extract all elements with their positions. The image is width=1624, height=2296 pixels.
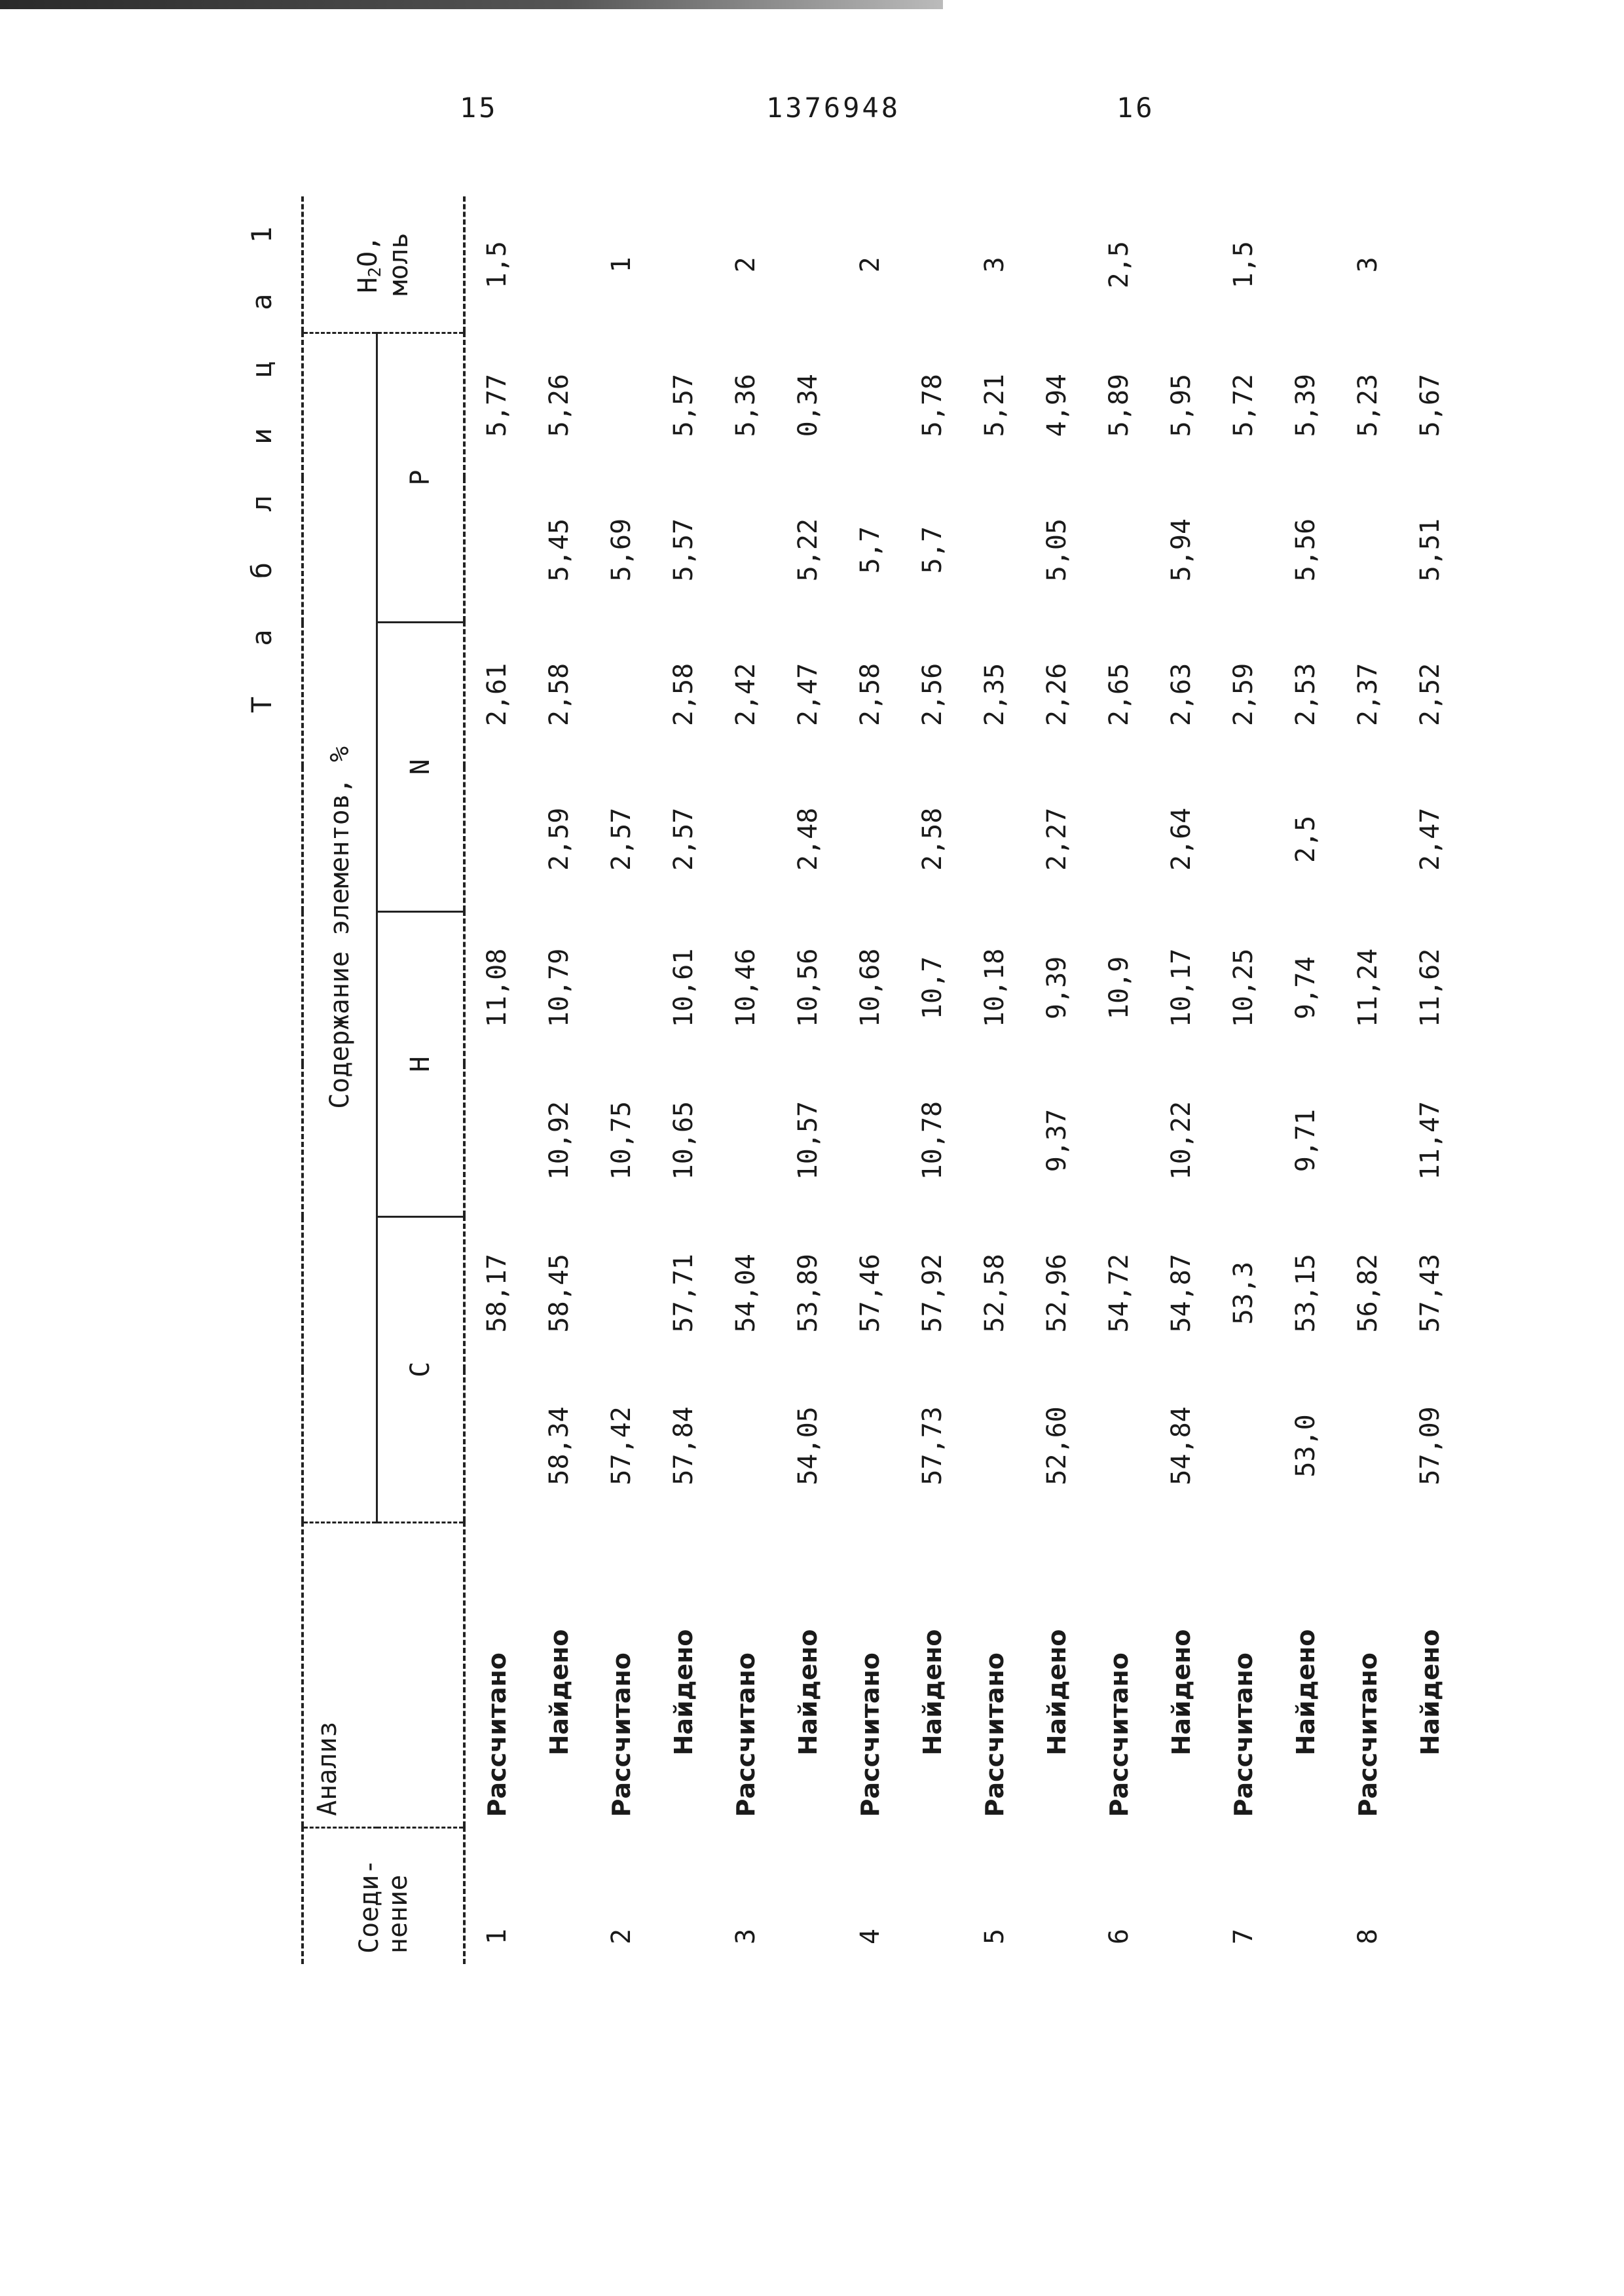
cell-p-a xyxy=(1088,478,1150,623)
cell-n-a xyxy=(1212,767,1274,911)
cell-n-a: 2,27 xyxy=(1041,807,1072,871)
cell-analysis: Рассчитано xyxy=(731,1652,760,1817)
cell-h2o xyxy=(1025,196,1088,333)
cell-n-b: 2,58 xyxy=(544,663,574,727)
cell-c-a: 54,84 xyxy=(1166,1406,1196,1485)
cell-h2o: 3 xyxy=(1352,257,1383,273)
cell-c-a xyxy=(839,1370,901,1522)
cell-c-a xyxy=(464,1370,528,1522)
cell-h-a xyxy=(1212,1065,1274,1217)
cell-n-a: 2,57 xyxy=(668,807,699,871)
col-header-c: C xyxy=(377,1217,465,1522)
table-row xyxy=(464,196,528,1964)
cell-h-a xyxy=(1337,1065,1399,1217)
cell-c-a xyxy=(1088,1370,1150,1522)
cell-c-a: 53,0 xyxy=(1290,1414,1321,1478)
cell-h2o xyxy=(652,196,714,333)
table-row xyxy=(652,196,714,1964)
cell-n-b: 2,35 xyxy=(979,663,1010,727)
cell-h-b: 11,62 xyxy=(1414,948,1445,1028)
cell-p-a: 5,22 xyxy=(792,518,823,582)
cell-n-b: 2,65 xyxy=(1103,663,1134,727)
cell-h2o: 1 xyxy=(606,257,637,273)
cell-h-a xyxy=(464,1065,528,1217)
table-body xyxy=(464,196,1461,1964)
cell-p-a xyxy=(464,478,528,623)
cell-analysis: Найдено xyxy=(917,1629,947,1756)
cell-h-b: 11,08 xyxy=(464,911,528,1064)
cell-analysis: Рассчитано xyxy=(1228,1652,1258,1817)
cell-n-a: 2,57 xyxy=(606,807,637,871)
cell-n-b: 2,58 xyxy=(855,663,885,727)
col-header-content-group: Содержание элементов, % xyxy=(303,333,377,1522)
cell-p-b xyxy=(839,333,901,478)
patent-number: 1376948 xyxy=(766,92,901,124)
cell-analysis: Рассчитано xyxy=(1353,1652,1382,1817)
cell-h-b: 10,46 xyxy=(730,948,761,1028)
cell-c-a: 57,09 xyxy=(1414,1406,1445,1485)
col-header-n: N xyxy=(377,623,465,912)
cell-p-b: 5,57 xyxy=(668,373,699,437)
table-row xyxy=(963,196,1025,1964)
cell-h2o xyxy=(1150,196,1212,333)
cell-compound: 1 xyxy=(464,1827,528,1964)
cell-analysis: Найдено xyxy=(544,1629,574,1756)
cell-p-a xyxy=(963,478,1025,623)
cell-n-b xyxy=(590,623,652,767)
cell-h-a: 10,65 xyxy=(668,1101,699,1180)
cell-compound xyxy=(1025,1827,1088,1964)
cell-analysis: Найдено xyxy=(1042,1629,1071,1756)
cell-compound xyxy=(1274,1827,1337,1964)
cell-h2o xyxy=(528,196,590,333)
cell-h-a xyxy=(963,1065,1025,1217)
cell-p-b: 5,95 xyxy=(1166,373,1196,437)
h2o-rest: O, xyxy=(352,235,383,267)
table-row xyxy=(1150,196,1212,1964)
table-row xyxy=(1088,196,1150,1964)
cell-n-b: 2,61 xyxy=(464,623,528,767)
cell-c-b: 58,45 xyxy=(544,1254,574,1333)
cell-c-b: 52,96 xyxy=(1041,1254,1072,1333)
table-row xyxy=(1274,196,1337,1964)
cell-compound xyxy=(1150,1827,1212,1964)
table-row xyxy=(1025,196,1088,1964)
cell-n-b: 2,47 xyxy=(792,663,823,727)
cell-h-a: 10,22 xyxy=(1166,1101,1196,1180)
cell-c-b: 54,72 xyxy=(1103,1254,1134,1333)
cell-n-b: 2,59 xyxy=(1228,663,1259,727)
cell-c-b: 53,15 xyxy=(1290,1254,1321,1333)
cell-p-a: 5,69 xyxy=(606,518,637,582)
cell-p-a: 5,45 xyxy=(544,518,574,582)
table-row xyxy=(590,196,652,1964)
cell-p-a: 5,56 xyxy=(1290,518,1321,582)
cell-c-a: 57,84 xyxy=(668,1406,699,1485)
cell-c-b: 57,46 xyxy=(855,1254,885,1333)
cell-c-b: 54,87 xyxy=(1166,1254,1196,1333)
cell-n-b: 2,42 xyxy=(730,663,761,727)
cell-n-a: 2,64 xyxy=(1166,807,1196,871)
table-row xyxy=(1399,196,1461,1964)
cell-h2o: 2 xyxy=(855,257,885,273)
table-caption: Т а б л и ц а 1 xyxy=(246,210,278,714)
cell-compound: 4 xyxy=(855,1928,885,1944)
cell-h-a: 9,37 xyxy=(1041,1108,1072,1173)
cell-c-a xyxy=(714,1370,777,1522)
cell-c-b: 58,17 xyxy=(464,1217,528,1370)
cell-p-b: 5,72 xyxy=(1228,373,1259,437)
cell-p-a xyxy=(1212,478,1274,623)
col-header-compound: Соеди- нение xyxy=(303,1827,464,1964)
cell-analysis: Найдено xyxy=(793,1629,822,1756)
cell-p-a: 5,7 xyxy=(855,526,885,574)
cell-c-a xyxy=(1337,1370,1399,1522)
cell-n-a: 2,59 xyxy=(544,807,574,871)
cell-h-a: 11,47 xyxy=(1414,1101,1445,1180)
cell-h-b: 10,68 xyxy=(855,948,885,1028)
cell-p-a: 5,57 xyxy=(668,518,699,582)
cell-c-a xyxy=(963,1370,1025,1522)
cell-n-a xyxy=(963,767,1025,911)
cell-n-b: 2,52 xyxy=(1414,663,1445,727)
col-header-h: H xyxy=(377,911,465,1216)
cell-c-b: 57,71 xyxy=(668,1254,699,1333)
table-row xyxy=(1212,196,1274,1964)
cell-p-b: 5,67 xyxy=(1414,373,1445,437)
cell-h2o xyxy=(777,196,839,333)
col-header-h2o xyxy=(303,196,464,333)
cell-p-a: 5,05 xyxy=(1041,518,1072,582)
cell-p-b: 5,26 xyxy=(544,373,574,437)
cell-c-a: 57,73 xyxy=(917,1406,948,1485)
cell-c-a: 57,42 xyxy=(606,1406,637,1485)
cell-h-b: 10,17 xyxy=(1166,948,1196,1028)
h2o-main: H xyxy=(352,277,383,293)
cell-h2o: 1,5 xyxy=(464,196,528,333)
cell-compound: 3 xyxy=(730,1928,761,1944)
cell-compound xyxy=(1399,1827,1461,1964)
table-row xyxy=(777,196,839,1964)
cell-h2o: 3 xyxy=(979,257,1010,273)
col-header-analysis: Анализ xyxy=(303,1522,464,1827)
cell-compound: 2 xyxy=(606,1928,637,1944)
table-row xyxy=(901,196,963,1964)
cell-p-b: 5,36 xyxy=(730,373,761,437)
cell-analysis: Рассчитано xyxy=(606,1652,636,1817)
cell-p-b xyxy=(590,333,652,478)
cell-c-b: 57,43 xyxy=(1414,1254,1445,1333)
cell-compound xyxy=(652,1827,714,1964)
cell-h-a: 10,57 xyxy=(792,1101,823,1180)
h2o-sub: 2 xyxy=(365,266,385,278)
cell-h-b: 10,25 xyxy=(1228,948,1259,1028)
cell-h-b: 10,56 xyxy=(792,948,823,1028)
table-row xyxy=(528,196,590,1964)
cell-n-a xyxy=(1088,767,1150,911)
cell-h-b: 9,74 xyxy=(1290,956,1321,1020)
cell-h-b: 10,18 xyxy=(979,948,1010,1028)
cell-c-b: 54,04 xyxy=(730,1254,761,1333)
cell-h-b: 10,9 xyxy=(1103,956,1134,1020)
cell-c-b: 53,89 xyxy=(792,1254,823,1333)
cell-n-b: 2,63 xyxy=(1166,663,1196,727)
cell-analysis: Найдено xyxy=(669,1629,698,1756)
cell-h-b: 10,7 xyxy=(917,956,948,1020)
cell-compound xyxy=(901,1827,963,1964)
cell-p-b: 5,23 xyxy=(1352,373,1383,437)
cell-h-a: 9,71 xyxy=(1290,1108,1321,1173)
cell-c-b: 52,58 xyxy=(979,1254,1010,1333)
cell-p-a: 5,51 xyxy=(1414,518,1445,582)
cell-compound: 6 xyxy=(1103,1928,1134,1944)
cell-n-a xyxy=(464,767,528,911)
cell-analysis: Рассчитано xyxy=(980,1652,1009,1817)
cell-compound: 7 xyxy=(1228,1928,1259,1944)
cell-n-b: 2,26 xyxy=(1041,663,1072,727)
table-row xyxy=(714,196,777,1964)
cell-h-b: 10,79 xyxy=(544,948,574,1028)
cell-compound: 8 xyxy=(1352,1928,1383,1944)
table-row xyxy=(1337,196,1399,1964)
cell-n-a: 2,58 xyxy=(917,807,948,871)
cell-p-b: 4,94 xyxy=(1041,373,1072,437)
cell-p-a xyxy=(714,478,777,623)
cell-n-b: 2,37 xyxy=(1352,663,1383,727)
page-number-right: 16 xyxy=(1116,92,1155,124)
cell-compound xyxy=(777,1827,839,1964)
cell-compound: 5 xyxy=(979,1928,1010,1944)
cell-h-b xyxy=(590,911,652,1064)
cell-analysis: Рассчитано xyxy=(464,1522,528,1827)
cell-c-a: 58,34 xyxy=(544,1406,574,1485)
scan-edge-line xyxy=(0,0,943,9)
rotated-table-block xyxy=(242,196,1445,1964)
cell-n-a xyxy=(839,767,901,911)
cell-p-b: 5,39 xyxy=(1290,373,1321,437)
cell-h-b: 11,24 xyxy=(1352,948,1383,1028)
cell-n-a: 2,5 xyxy=(1290,815,1321,863)
cell-h-a xyxy=(1088,1065,1150,1217)
cell-p-b: 0,34 xyxy=(792,373,823,437)
cell-p-a: 5,7 xyxy=(917,526,948,574)
cell-p-b: 5,89 xyxy=(1103,373,1134,437)
cell-h2o: 2 xyxy=(730,257,761,273)
cell-h-a xyxy=(714,1065,777,1217)
cell-analysis: Рассчитано xyxy=(855,1652,885,1817)
cell-p-a xyxy=(1337,478,1399,623)
cell-h-a: 10,78 xyxy=(917,1101,948,1180)
cell-h-a: 10,92 xyxy=(544,1101,574,1180)
cell-h-b: 9,39 xyxy=(1041,956,1072,1020)
cell-c-b xyxy=(590,1217,652,1370)
cell-h2o: 1,5 xyxy=(1228,241,1259,289)
cell-c-a xyxy=(1212,1370,1274,1522)
cell-n-a xyxy=(714,767,777,911)
cell-c-b: 53,3 xyxy=(1228,1262,1259,1325)
cell-h2o xyxy=(1399,196,1461,333)
cell-c-b: 56,82 xyxy=(1352,1254,1383,1333)
h2o-unit: моль xyxy=(384,232,415,296)
cell-p-b: 5,77 xyxy=(464,333,528,478)
elemental-analysis-table xyxy=(301,196,1461,1964)
table-row xyxy=(839,196,901,1964)
cell-analysis: Найдено xyxy=(1291,1629,1320,1756)
cell-c-a: 52,60 xyxy=(1041,1406,1072,1485)
page-number-left: 15 xyxy=(460,92,498,124)
cell-h-a xyxy=(839,1065,901,1217)
cell-n-a xyxy=(1337,767,1399,911)
cell-analysis: Найдено xyxy=(1415,1629,1445,1756)
col-header-p: P xyxy=(377,333,465,623)
cell-h2o xyxy=(1274,196,1337,333)
cell-analysis: Найдено xyxy=(1166,1629,1196,1756)
cell-c-a: 54,05 xyxy=(792,1406,823,1485)
cell-n-b: 2,56 xyxy=(917,663,948,727)
cell-analysis: Рассчитано xyxy=(1104,1652,1134,1817)
cell-compound xyxy=(528,1827,590,1964)
cell-h2o xyxy=(901,196,963,333)
cell-h-a: 10,75 xyxy=(606,1101,637,1180)
cell-n-a: 2,47 xyxy=(1414,807,1445,871)
cell-n-b: 2,53 xyxy=(1290,663,1321,727)
cell-n-a: 2,48 xyxy=(792,807,823,871)
cell-p-b: 5,78 xyxy=(917,373,948,437)
cell-n-b: 2,58 xyxy=(668,663,699,727)
cell-h-b: 10,61 xyxy=(668,948,699,1028)
cell-c-b: 57,92 xyxy=(917,1254,948,1333)
cell-h2o: 2,5 xyxy=(1103,241,1134,289)
cell-p-b: 5,21 xyxy=(979,373,1010,437)
cell-p-a: 5,94 xyxy=(1166,518,1196,582)
